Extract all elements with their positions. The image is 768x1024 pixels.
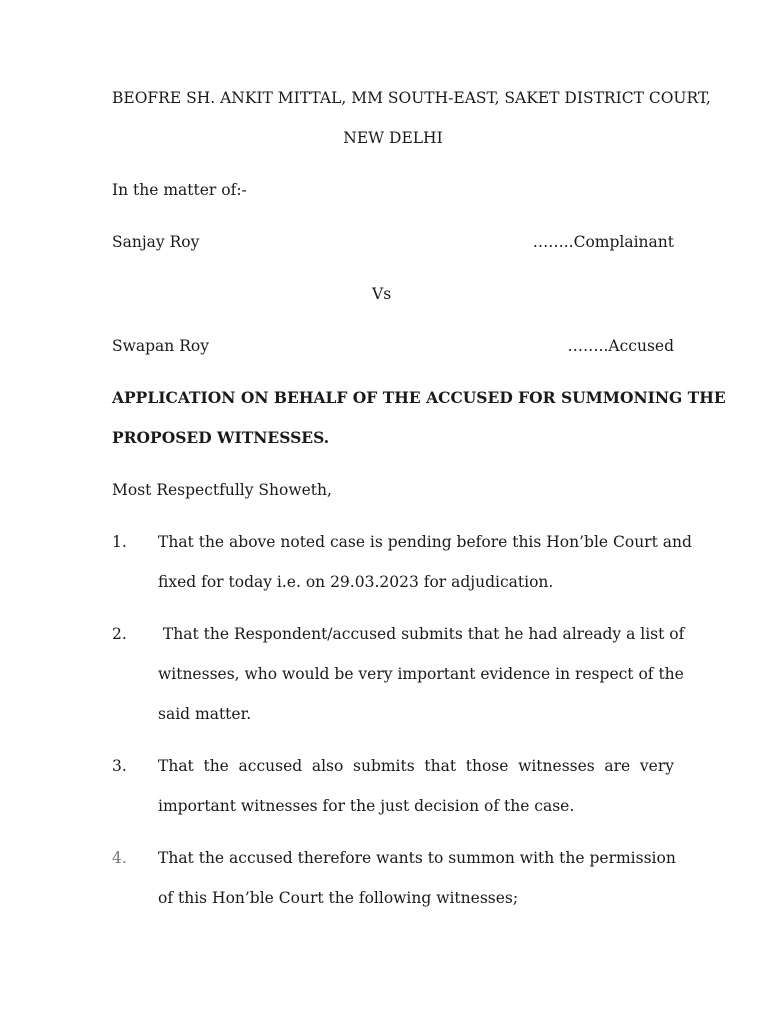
paragraph-line: fixed for today i.e. on 29.03.2023 for adjudication. <box>158 573 554 591</box>
paragraph-line: witnesses, who would be very important evidence in respect of the <box>158 665 684 683</box>
court-heading-line-1: BEOFRE SH. ANKIT MITTAL, MM SOUTH-EAST, SAKET DISTRICT COURT, <box>112 89 711 107</box>
paragraph-number: 1. <box>112 533 127 551</box>
paragraph-line: important witnesses for the just decision of the case. <box>158 797 575 815</box>
paragraph-number: 3. <box>112 757 127 775</box>
matter-label: In the matter of:- <box>112 181 247 199</box>
application-title-line-2: PROPOSED WITNESSES. <box>112 428 330 447</box>
paragraph-line: That the above noted case is pending before this Hon’ble Court and <box>158 533 692 551</box>
paragraph-number: 4. <box>112 849 127 867</box>
salutation: Most Respectfully Showeth, <box>112 481 332 499</box>
paragraph-line: That the accused also submits that those witnesses are very <box>158 757 674 775</box>
paragraph-line: That the Respondent/accused submits that he had already a list of <box>158 625 685 643</box>
court-heading-line-2: NEW DELHI <box>343 129 443 147</box>
paragraph-number: 2. <box>112 625 127 643</box>
complainant-role: ……..Complainant <box>532 233 674 251</box>
accused-name: Swapan Roy <box>112 337 209 355</box>
accused-row <box>112 336 674 356</box>
accused-role: ……..Accused <box>567 337 674 355</box>
paragraph-line: of this Hon’ble Court the following witnesses; <box>158 889 519 907</box>
complainant-name: Sanjay Roy <box>112 233 200 251</box>
complainant-row <box>112 232 674 252</box>
versus-label: Vs <box>372 285 392 303</box>
application-title-line-1: APPLICATION ON BEHALF OF THE ACCUSED FOR SUMMONING THE <box>112 388 726 407</box>
paragraph-line: That the accused therefore wants to summon with the permission <box>158 849 676 867</box>
paragraph-line: said matter. <box>158 705 252 723</box>
